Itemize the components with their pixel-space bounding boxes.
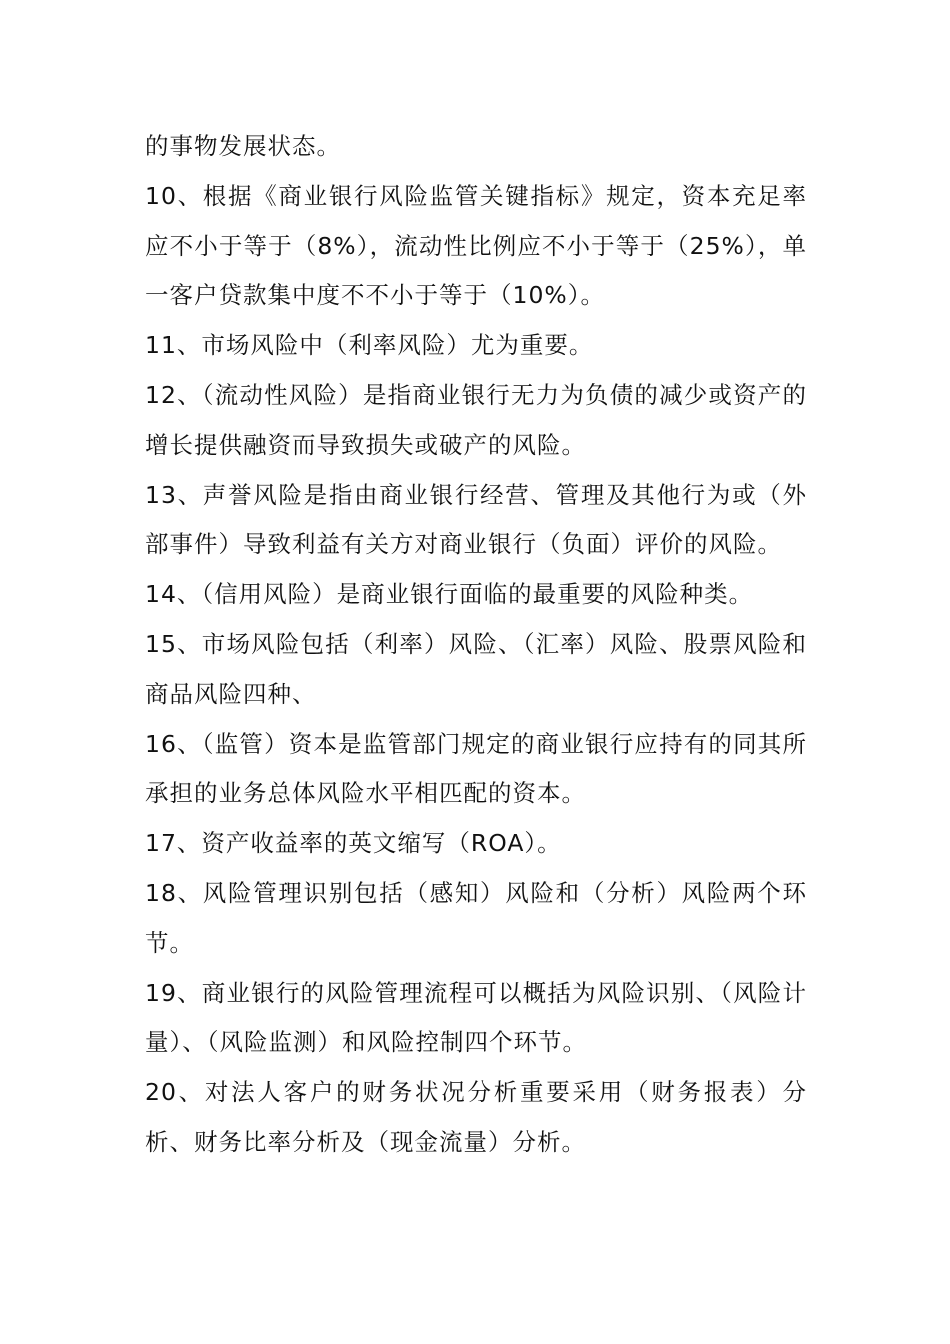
paragraph-item-12: 12、（流动性风险）是指商业银行无力为负债的减少或资产的增长提供融资而导致损失或破产的风险。 — [145, 380, 807, 459]
paragraph-item-13: 13、声誉风险是指由商业银行经营、管理及其他行为或（外部事件）导致利益有关方对商业银行（负面）评价的风险。 — [145, 480, 807, 559]
paragraph-continuation: 的事物发展状态。 — [145, 132, 341, 160]
paragraph-item-10: 10、根据《商业银行风险监管关键指标》规定，资本充足率应不小于等于（8%），流动性比例应不小于等于（25%），单一客户贷款集中度不不小于等于（10%）。 — [145, 181, 807, 310]
paragraph-item-18: 18、风险管理识别包括（感知）风险和（分析）风险两个环节。 — [145, 878, 807, 957]
document-page — [145, 122, 807, 1168]
paragraph-item-20: 20、对法人客户的财务状况分析重要采用（财务报表）分析、财务比率分析及（现金流量）分析。 — [145, 1078, 807, 1156]
paragraph-item-17: 17、资产收益率的英文缩写（ROA）。 — [145, 829, 562, 858]
paragraph-item-11: 11、市场风险中（利率风险）尤为重要。 — [145, 331, 594, 360]
paragraph-item-14: 14、（信用风险）是商业银行面临的最重要的风险种类。 — [145, 580, 754, 609]
paragraph-item-16: 16、（监管）资本是监管部门规定的商业银行应持有的同其所承担的业务总体风险水平相匹配的资本。 — [145, 729, 807, 808]
paragraph-item-15: 15、市场风险包括（利率）风险、（汇率）风险、股票风险和商品风险四种、 — [145, 629, 807, 708]
paragraph-item-19: 19、商业银行的风险管理流程可以概括为风险识别、（风险计量）、（风险监测）和风险控制四个环节。 — [145, 978, 807, 1057]
